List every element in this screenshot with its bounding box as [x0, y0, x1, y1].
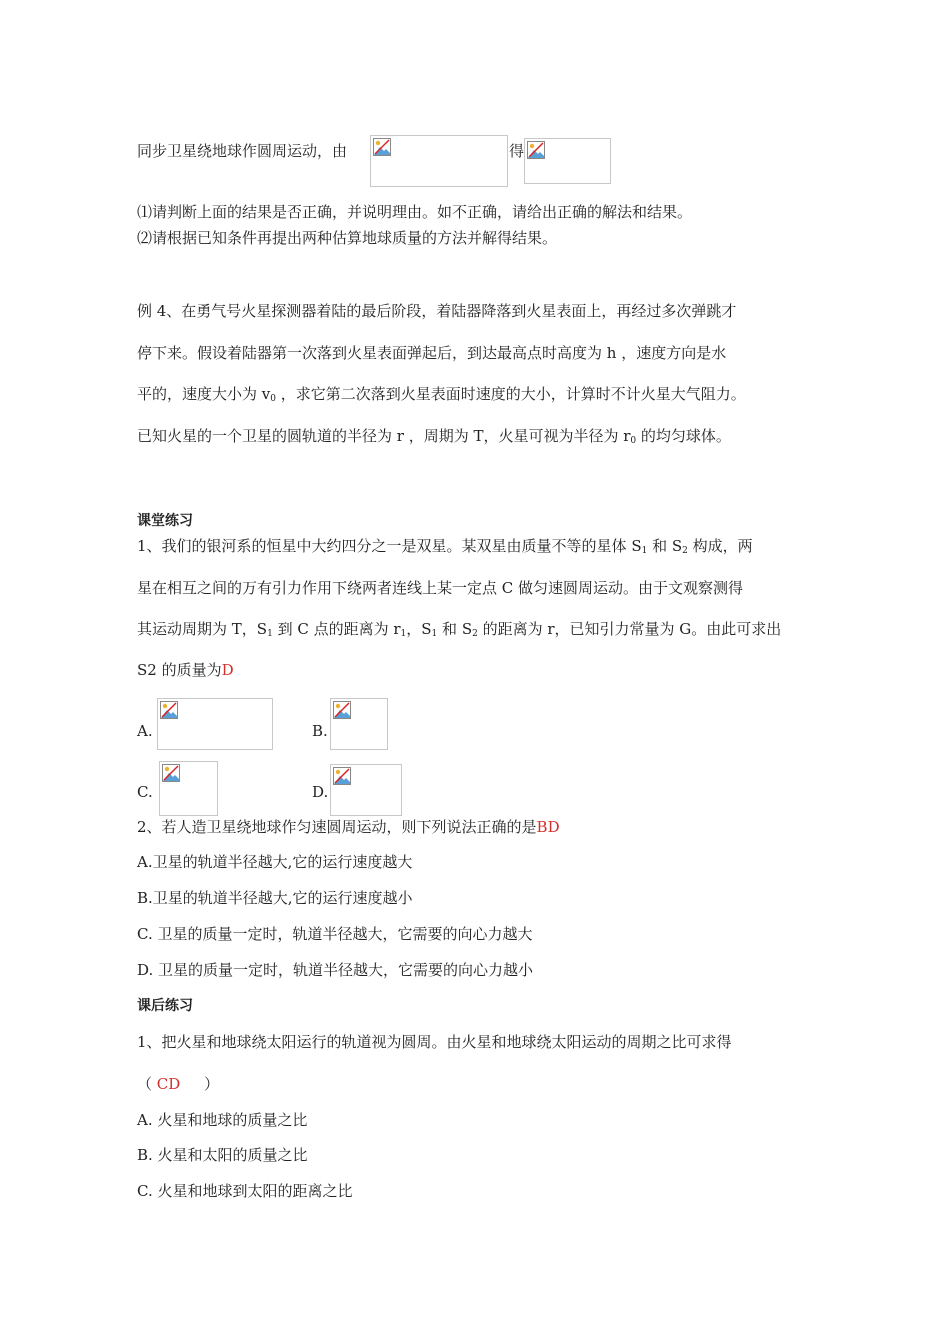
text: 到 C 点的距离为 r — [272, 620, 401, 638]
broken-image-icon — [333, 767, 351, 785]
option-a-label: A. — [137, 722, 153, 740]
text: 的距离为 r，已知引力常量为 G。由此可求出 — [477, 620, 782, 638]
classroom-q2-option-a: A.卫星的轨道半径越大,它的运行速度越大 — [137, 853, 413, 871]
text: ） — [204, 1075, 220, 1093]
top-line-mid: 得 — [509, 142, 525, 160]
text: 2、若人造卫星绕地球作匀速圆周运动，则下列说法正确的是 — [137, 818, 537, 836]
question-1: ⑴请判断上面的结果是否正确，并说明理由。如不正确，请给出正确的解法和结果。 — [137, 203, 693, 221]
subscript: 2 — [682, 546, 688, 556]
example4-line4 — [137, 426, 731, 451]
option-b-image — [330, 698, 388, 750]
example4-line3-b: ，求它第二次落到火星表面时速度的大小，计算时不计火星大气阻力。 — [275, 385, 746, 403]
answer-mark: CD — [156, 1075, 181, 1093]
text: ，S — [406, 620, 432, 638]
text: 和 S — [437, 620, 473, 638]
top-line — [137, 141, 347, 161]
option-b-label: B. — [312, 722, 328, 740]
text: 和 S — [647, 537, 683, 555]
homework-q1-option-b: B. 火星和太阳的质量之比 — [137, 1146, 308, 1164]
subscript: 0 — [270, 394, 276, 404]
classroom-q1-line3 — [137, 619, 781, 644]
answer-mark: D — [221, 661, 234, 679]
broken-image-icon — [160, 701, 178, 719]
subscript: 1 — [641, 546, 648, 556]
question-2: ⑵请根据已知条件再提出两种估算地球质量的方法并解得结果。 — [137, 229, 558, 247]
classroom-q2-option-b: B.卫星的轨道半径越大,它的运行速度越小 — [137, 889, 413, 907]
broken-image-icon — [527, 141, 545, 159]
example4-line2: 停下来。假设着陆器第一次落到火星表面弹起后，到达最高点时高度为 h ，速度方向是水 — [137, 344, 727, 362]
classroom-q2-option-c: C. 卫星的质量一定时，轨道半径越大，它需要的向心力越大 — [137, 925, 533, 943]
classroom-q2-option-d: D. 卫星的质量一定时，轨道半径越大，它需要的向心力越小 — [137, 961, 534, 979]
homework-q1-option-a: A. 火星和地球的质量之比 — [137, 1111, 308, 1129]
homework-q1-option-c: C. 火星和地球到太阳的距离之比 — [137, 1182, 353, 1200]
classroom-q1-line1 — [137, 536, 753, 561]
answer-mark: BD — [536, 818, 560, 836]
subscript: 0 — [630, 436, 637, 446]
option-c-image — [159, 761, 218, 816]
option-c-label: C. — [137, 783, 153, 801]
example4-line3-a: 平的，速度大小为 v — [137, 385, 271, 403]
classroom-q1-line2: 星在相互之间的万有引力作用下绕两者连线上某一定点 C 做匀速圆周运动。由于文观察测得 — [137, 579, 744, 597]
formula-image-1 — [370, 135, 508, 187]
example4-line4-b: 的均匀球体。 — [636, 427, 731, 445]
homework-q1-answer-line — [137, 1074, 219, 1094]
formula-image-2 — [524, 138, 611, 184]
homework-q1-stem: 1、把火星和地球绕太阳运行的轨道视为圆周。由火星和地球绕太阳运动的周期之比可求得 — [137, 1033, 732, 1051]
subscript: 2 — [472, 629, 478, 639]
example4-line1: 例 4、在勇气号火星探测器着陆的最后阶段，着陆器降落到火星表面上，再经过多次弹跳才 — [137, 302, 737, 320]
classroom-q1-line4 — [137, 660, 234, 680]
option-d-image — [330, 764, 402, 816]
subscript: 1 — [431, 629, 438, 639]
text: 1、我们的银河系的恒星中大约四分之一是双星。某双星由质量不等的星体 S — [137, 537, 642, 555]
text: （ — [137, 1075, 153, 1093]
classroom-q2-stem — [137, 817, 560, 837]
top-line-text: 同步卫星绕地球作圆周运动，由 — [137, 142, 348, 160]
option-a-image — [157, 698, 273, 750]
option-d-label: D. — [312, 783, 329, 801]
broken-image-icon — [333, 701, 351, 719]
broken-image-icon — [162, 764, 180, 782]
text: 构成，两 — [687, 537, 753, 555]
example4-line3 — [137, 384, 746, 409]
subscript: 1 — [267, 629, 273, 639]
broken-image-icon — [373, 138, 391, 156]
text: S2 的质量为 — [137, 661, 222, 679]
text: 其运动周期为 T，S — [137, 620, 268, 638]
subscript: 1 — [400, 629, 407, 639]
example4-line4-a: 已知火星的一个卫星的圆轨道的半径为 r ，周期为 T，火星可视为半径为 r — [137, 427, 631, 445]
homework-heading: 课后练习 — [137, 998, 193, 1014]
classroom-heading: 课堂练习 — [137, 513, 193, 529]
